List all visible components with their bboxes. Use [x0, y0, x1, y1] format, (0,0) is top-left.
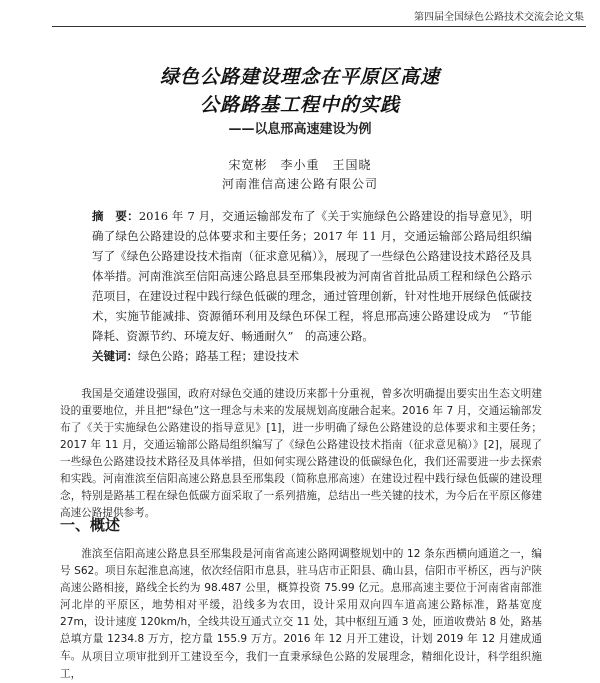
- continuation-paragraph: 从项目立项审批到开工建设至今，我们一直秉承绿色公路的发展理念，精细化设计，科学组织施工，: [60, 651, 542, 680]
- title-line-2: 公路路基工程中的实践: [199, 94, 400, 116]
- keywords-label: 关键词：: [92, 349, 138, 363]
- section-heading: 一、概述: [60, 516, 121, 534]
- subtitle: ——以息邢高速建设为例: [228, 122, 372, 137]
- abstract-text: 2016 年 7 月，交通运输部发布了《关于实施绿色公路建设的指导意见》，明确了绿色公路建设的总体要求和主要任务；2017 年 11 月，交通运输部公路局组织编写了《绿色公路建设技术指南（征求意见稿）》，展现了一些绿色公路建设技术路径及具体举措。河南淮滨至信阳高速公路息县至邢集段被为河南省首批品质工程和绿色公路示范项目，在建设过程中践行绿色低碳的理念，通过管理创新，针对性地开展绿色低碳技术，实施节能减排、资源循环利用及绿色环保工程，将息邢高速公路建设成为 “节能降耗、资源节约、环境友好、畅通耐久” 的高速公路。: [92, 209, 533, 343]
- running-header: [0, 6, 600, 26]
- header-rule: [52, 26, 586, 27]
- abstract-label: 摘 要：: [92, 209, 139, 223]
- running-title: 第四届全国绿色公路技术交流会论文集: [414, 12, 584, 23]
- keywords: [92, 348, 532, 364]
- keywords-text: 绿色公路；路基工程；建设技术: [138, 349, 299, 363]
- abstract: [92, 206, 532, 346]
- overview-paragraph: 淮滨至信阳高速公路息县至邢集段是河南省高速公路网调整规划中的 12 条东西横向通道之一，编号 S62。项目东起淮息高速，依次经信阳市息县，驻马店市正阳县、确山县，信阳市平桥区，西与沪陕高速公路相接，路线全长约为 98.487 公里，概算投资 75.99 亿元。息邢高速主要位于河南省南部淮河北岸的平原区，地势相对平缓，沿线多为农田，设计采用双向四车道高速公路标准，路基宽度 27m，设计速度 120km/h，全线共设互通式立交 11 处，其中枢纽互通 3 处，匝道收费站 8 处，路基总填方量 1234.8 万方，挖方量 155.9 万方。2016 年 12 月开工建设，计划 2019 年 12 月建成通车。: [60, 548, 542, 662]
- intro-paragraph: 我国是交通建设强国，政府对绿色交通的建设历来都十分重视，曾多次明确提出要实出生态文明建设的重要地位，并且把“绿色”这一理念与未来的发展规划高度融合起来。2016 年 7 月，交通运输部发布了《关于实施绿色公路建设的指导意见》[1]，进一步明确了绿色公路建设的总体要求和主要任务；2017 年 11 月，交通运输部公路局组织编写了《绿色公路建设技术指南（征求意见稿）》[2]，展现了一些绿色公路建设技术路径及具体举措，但如何实现公路建设的低碳绿色化，我们还需要进一步去探索和实践。河南淮滨至信阳高速公路息县至邢集段（简称息邢高速）在建设过程中践行绿色低碳的建设理念，特别是路基工程在绿色低碳方面采取了一系列措施，总结出一些关键的技术，为今后在平原区修建高速公路提供参考。: [60, 388, 542, 519]
- title-line-1: 绿色公路建设理念在平原区高速: [159, 66, 440, 88]
- affiliation: 河南淮信高速公路有限公司: [221, 177, 378, 191]
- authors: 宋宽彬 李小重 王国晓: [228, 158, 372, 172]
